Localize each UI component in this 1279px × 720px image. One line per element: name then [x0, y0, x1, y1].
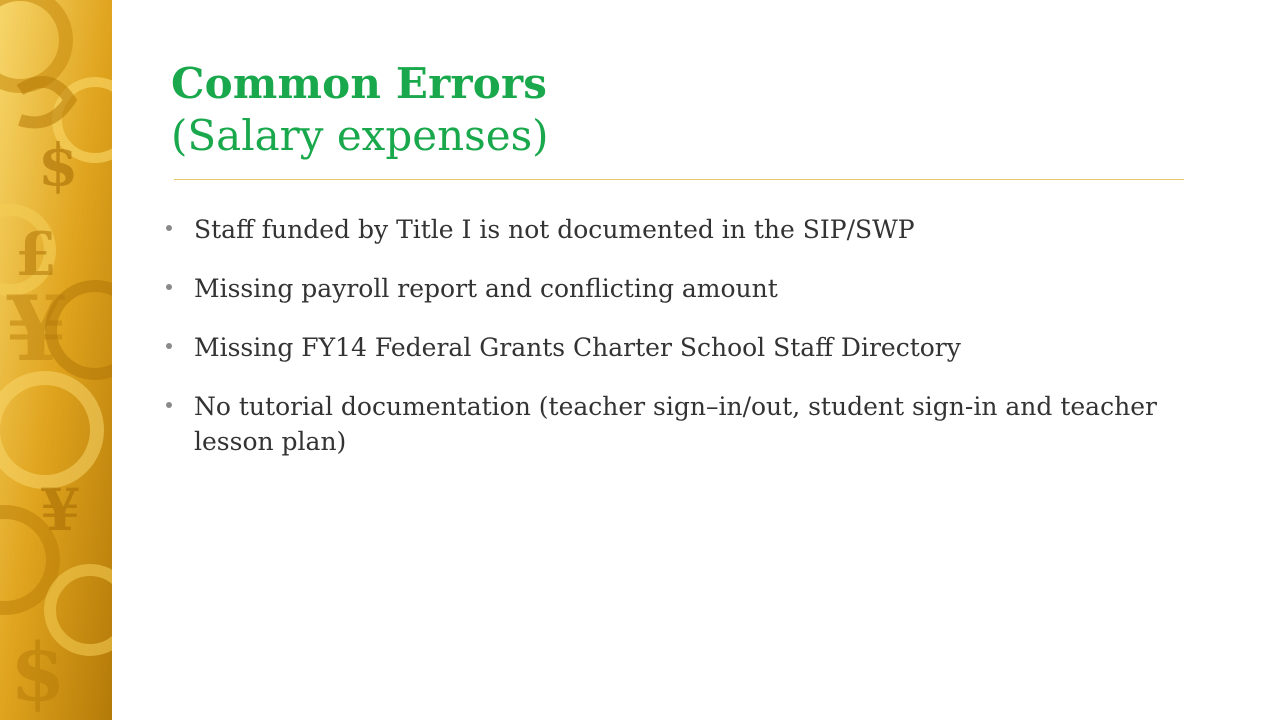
title-divider: [174, 179, 1184, 180]
bullet-dot-icon: [166, 284, 172, 290]
svg-text:$: $: [10, 625, 66, 719]
bullet-dot-icon: [166, 402, 172, 408]
svg-text:$: $: [38, 131, 79, 199]
bullet-item: [166, 271, 1166, 306]
slide-subtitle: (Salary expenses): [171, 111, 549, 160]
gold-currency-symbols-image: [0, 0, 112, 720]
slide-title-block: [171, 58, 1171, 162]
bullet-list: [166, 212, 1166, 483]
bullet-dot-icon: [166, 343, 172, 349]
svg-text:¥: ¥: [5, 276, 68, 382]
bullet-item: [166, 212, 1166, 247]
currency-symbols-icon: [0, 0, 112, 720]
slide-title: Common Errors: [171, 59, 548, 108]
bullet-text: Missing FY14 Federal Grants Charter School Staff Directory: [194, 333, 961, 362]
bullet-item: [166, 330, 1166, 365]
bullet-text: Missing payroll report and conflicting amount: [194, 274, 778, 303]
bullet-text: No tutorial documentation (teacher sign–in/out, student sign-in and teacher lesson plan): [194, 392, 1157, 456]
svg-text:¥: ¥: [40, 476, 81, 544]
bullet-text: Staff funded by Title I is not documented in the SIP/SWP: [194, 215, 915, 244]
svg-text:£: £: [15, 220, 57, 290]
bullet-dot-icon: [166, 225, 172, 231]
bullet-item: [166, 389, 1166, 459]
